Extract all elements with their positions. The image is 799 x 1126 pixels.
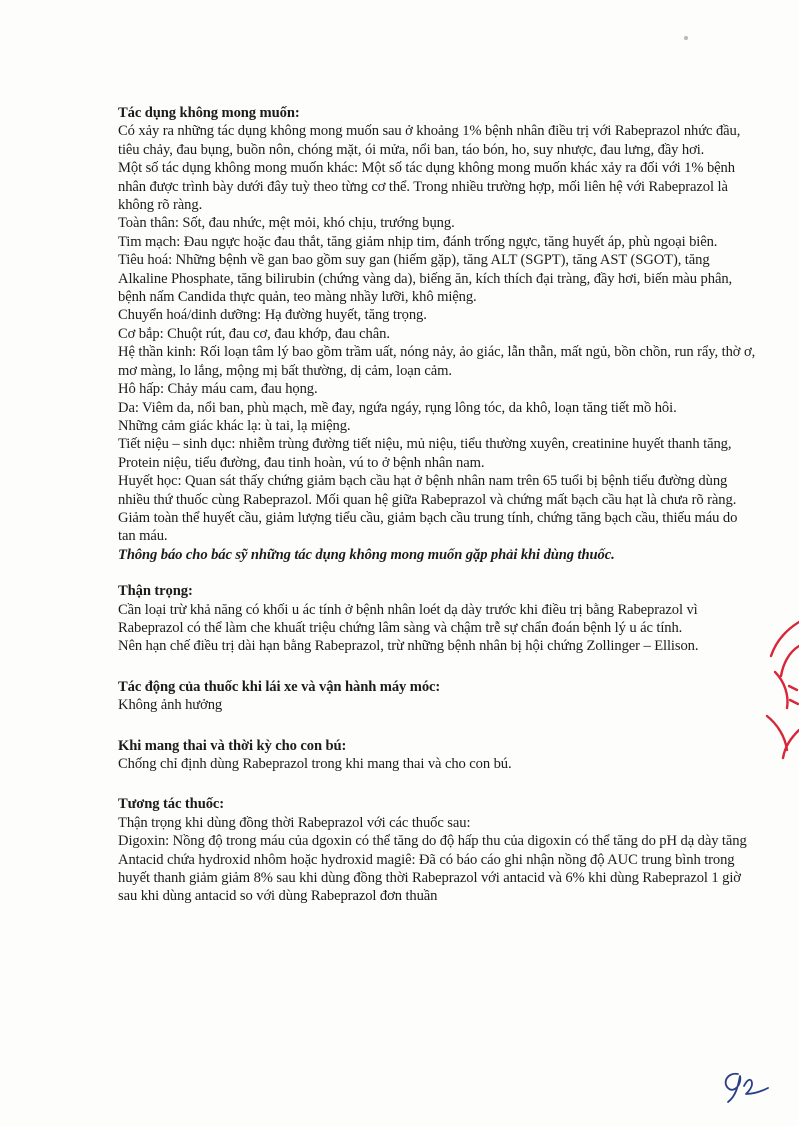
paragraph: Huyết học: Quan sát thấy chứng giảm bạch cầu hạt ở bệnh nhân nam trên 65 tuổi bị bệnh tiểu đường dùng nhiều thứ thuốc cùng Rabeprazol. Mối quan hệ giữa Rabeprazol và chứng mất bạch cầu hạt là chưa rõ ràng. Giảm toàn thể huyết cầu, giảm lượng tiểu cầu, giảm bạch cầu trung tính, chứng tăng bạch cầu, thiếu máu do tan máu. <box>118 473 738 545</box>
paragraph: Có xảy ra những tác dụng không mong muốn sau ở khoảng 1% bệnh nhân điều trị với Rabeprazol nhức đầu, tiêu chảy, đau bụng, buồn nôn, chóng mặt, ói mửa, nổi ban, táo bón, ho, suy nhược, đau lưng, đầy hơi. <box>118 123 741 158</box>
speck-mark <box>684 36 688 40</box>
section-title-interactions: Tương tác thuốc: <box>118 796 225 813</box>
paragraph: Antacid chứa hydroxid nhôm hoặc hydroxid magiê: Đã có báo cáo ghi nhận nồng độ AUC trung bình trong huyết thanh giảm giảm 8% sau khi dùng đồng thời Rabeprazol với antacid và 6% khi dùng Rabeprazol 1 giờ sau khi dùng antacid so với dùng Rabeprazol đơn thuần <box>118 851 741 905</box>
driving-section <box>118 678 758 715</box>
red-stamp-edge <box>759 612 799 762</box>
handwritten-signature <box>716 1064 776 1104</box>
spacer <box>118 656 758 678</box>
paragraph: Cần loại trừ khả năng có khối u ác tính ở bệnh nhân loét dạ dày trước khi điều trị bằng Rabeprazol vì Rabeprazol có thể làm che khuất triệu chứng lâm sàng và chậm trễ sự chẩn đoán bệnh lý u ác tính. <box>118 601 698 636</box>
paragraph: Toàn thân: Sốt, đau nhức, mệt mỏi, khó chịu, trướng bụng. <box>118 215 455 232</box>
paragraph: Hô hấp: Chảy máu cam, đau họng. <box>118 381 318 398</box>
paragraph: Tim mạch: Đau ngực hoặc đau thắt, tăng giảm nhịp tim, đánh trống ngực, tăng huyết áp, phù ngoại biên. <box>118 233 718 250</box>
paragraph: Một số tác dụng không mong muốn khác: Một số tác dụng không mong muốn khác xảy ra đối với 1% bệnh nhân được trình bày dưới đây tuỳ theo từng cơ thể. Trong nhiều trường hợp, mối liên hệ với Rabeprazol là không rõ ràng. <box>118 160 735 214</box>
precautions-section <box>118 582 758 656</box>
side-effects-notice: Thông báo cho bác sỹ những tác dụng không mong muốn gặp phải khi dùng thuốc. <box>118 546 615 563</box>
document-body <box>118 104 758 906</box>
side-effects-section <box>118 104 758 564</box>
paragraph: Chống chỉ định dùng Rabeprazol trong khi mang thai và cho con bú. <box>118 756 512 772</box>
pregnancy-section <box>118 737 758 774</box>
spacer <box>118 715 758 737</box>
paragraph: Cơ bắp: Chuột rút, đau cơ, đau khớp, đau chân. <box>118 325 390 342</box>
paragraph: Tiêu hoá: Những bệnh về gan bao gồm suy gan (hiếm gặp), tăng ALT (SGPT), tăng AST (SGOT), tăng Alkaline Phosphate, tăng bilirubin (chứng vàng da), biếng ăn, kích thích đại tràng, đầy hơi, biến màu phân, bệnh nấm Candida thực quản, teo màng nhầy lưỡi, khô miệng. <box>118 252 733 306</box>
paragraph: Chuyển hoá/dinh dưỡng: Hạ đường huyết, tăng trọng. <box>118 307 427 324</box>
section-title-pregnancy: Khi mang thai và thời kỳ cho con bú: <box>118 737 347 754</box>
paragraph: Tiết niệu – sinh dục: nhiễm trùng đường tiết niệu, mủ niệu, tiểu thường xuyên, creatinine huyết thanh tăng, Protein niệu, tiểu đường, đau tinh hoàn, vú to ở bệnh nhân nam. <box>118 436 732 471</box>
section-title-driving: Tác động của thuốc khi lái xe và vận hành máy móc: <box>118 678 441 695</box>
paragraph: Thận trọng khi dùng đồng thời Rabeprazol với các thuốc sau: <box>118 814 471 831</box>
paragraph: Digoxin: Nồng độ trong máu của dgoxin có thể tăng do độ hấp thu của digoxin có thể tăng do pH dạ dày tăng <box>118 833 747 850</box>
paragraph: Những cảm giác khác lạ: ù tai, lạ miệng. <box>118 417 351 434</box>
paragraph: Da: Viêm da, nổi ban, phù mạch, mề đay, ngứa ngáy, rụng lông tóc, da khô, loạn tăng tiết mồ hôi. <box>118 399 677 416</box>
section-title-side-effects: Tác dụng không mong muốn: <box>118 105 300 121</box>
spacer <box>118 773 758 795</box>
paragraph: Hệ thần kinh: Rối loạn tâm lý bao gồm trầm uất, nóng nảy, ảo giác, lẫn thẫn, mất ngủ, bồn chồn, run rẩy, thờ ơ, mơ màng, lo lắng, mộng mị bất thường, dị cảm, loạn cảm. <box>118 344 756 379</box>
paragraph: Không ảnh hưởng <box>118 697 223 714</box>
spacer <box>118 564 758 582</box>
section-title-precautions: Thận trọng: <box>118 583 193 600</box>
interactions-section <box>118 795 758 905</box>
paragraph: Nên hạn chế điều trị dài hạn bằng Rabeprazol, trừ những bệnh nhân bị hội chứng Zollinger – Ellison. <box>118 638 699 655</box>
